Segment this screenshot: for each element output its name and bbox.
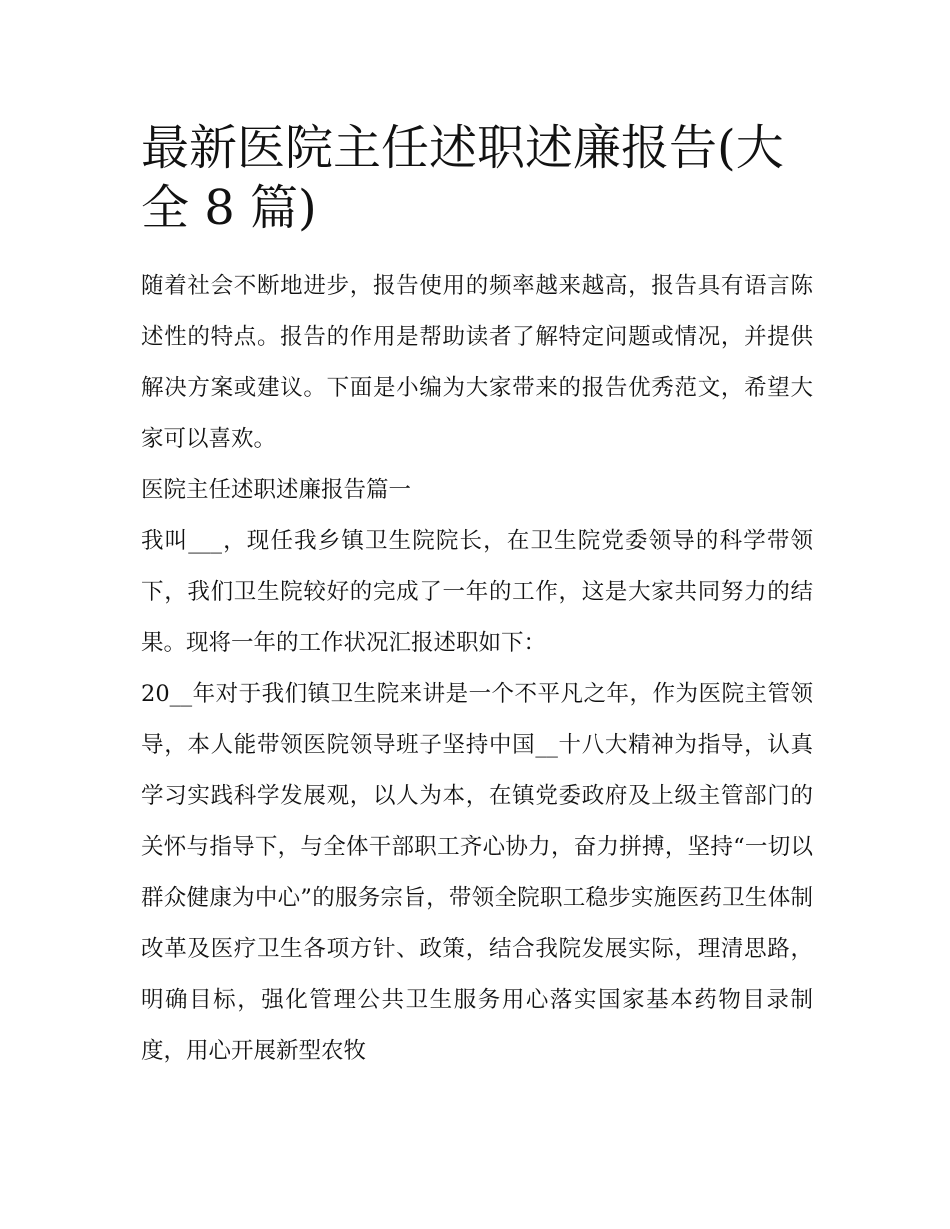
document-content [141,118,813,1077]
body-paragraph: 20__年对于我们镇卫生院来讲是一个不平凡之年，作为医院主管领导，本人能带领医院领导班子坚持中国__十八大精神为指导，认真学习实践科学发展观，以人为本，在镇党委政府及上级主管部门的关怀与指导下，与全体干部职工齐心协力，奋力拼搏，坚持“一切以群众健康为中心”的服务宗旨，带领全院职工稳步实施医药卫生体制改革及医疗卫生各项方针、政策，结合我院发展实际，理清思路，明确目标，强化管理公共卫生服务用心落实国家基本药物目录制度，用心开展新型农牧 [141,681,813,1064]
body-paragraph: 我叫___，现任我乡镇卫生院院长，在卫生院党委领导的科学带领下，我们卫生院较好的完成了一年的工作，这是大家共同努力的结果。现将一年的工作状况汇报述职如下： [141,528,813,656]
section-heading: 医院主任述职述廉报告篇一 [141,477,412,503]
intro-paragraph: 随着社会不断地进步，报告使用的频率越来越高，报告具有语言陈述性的特点。报告的作用是帮助读者了解特定问题或情况，并提供解决方案或建议。下面是小编为大家带来的报告优秀范文，希望大家可以喜欢。 [141,273,813,452]
document-title: 最新医院主任述职述廉报告(大全 8 篇) [141,120,784,236]
